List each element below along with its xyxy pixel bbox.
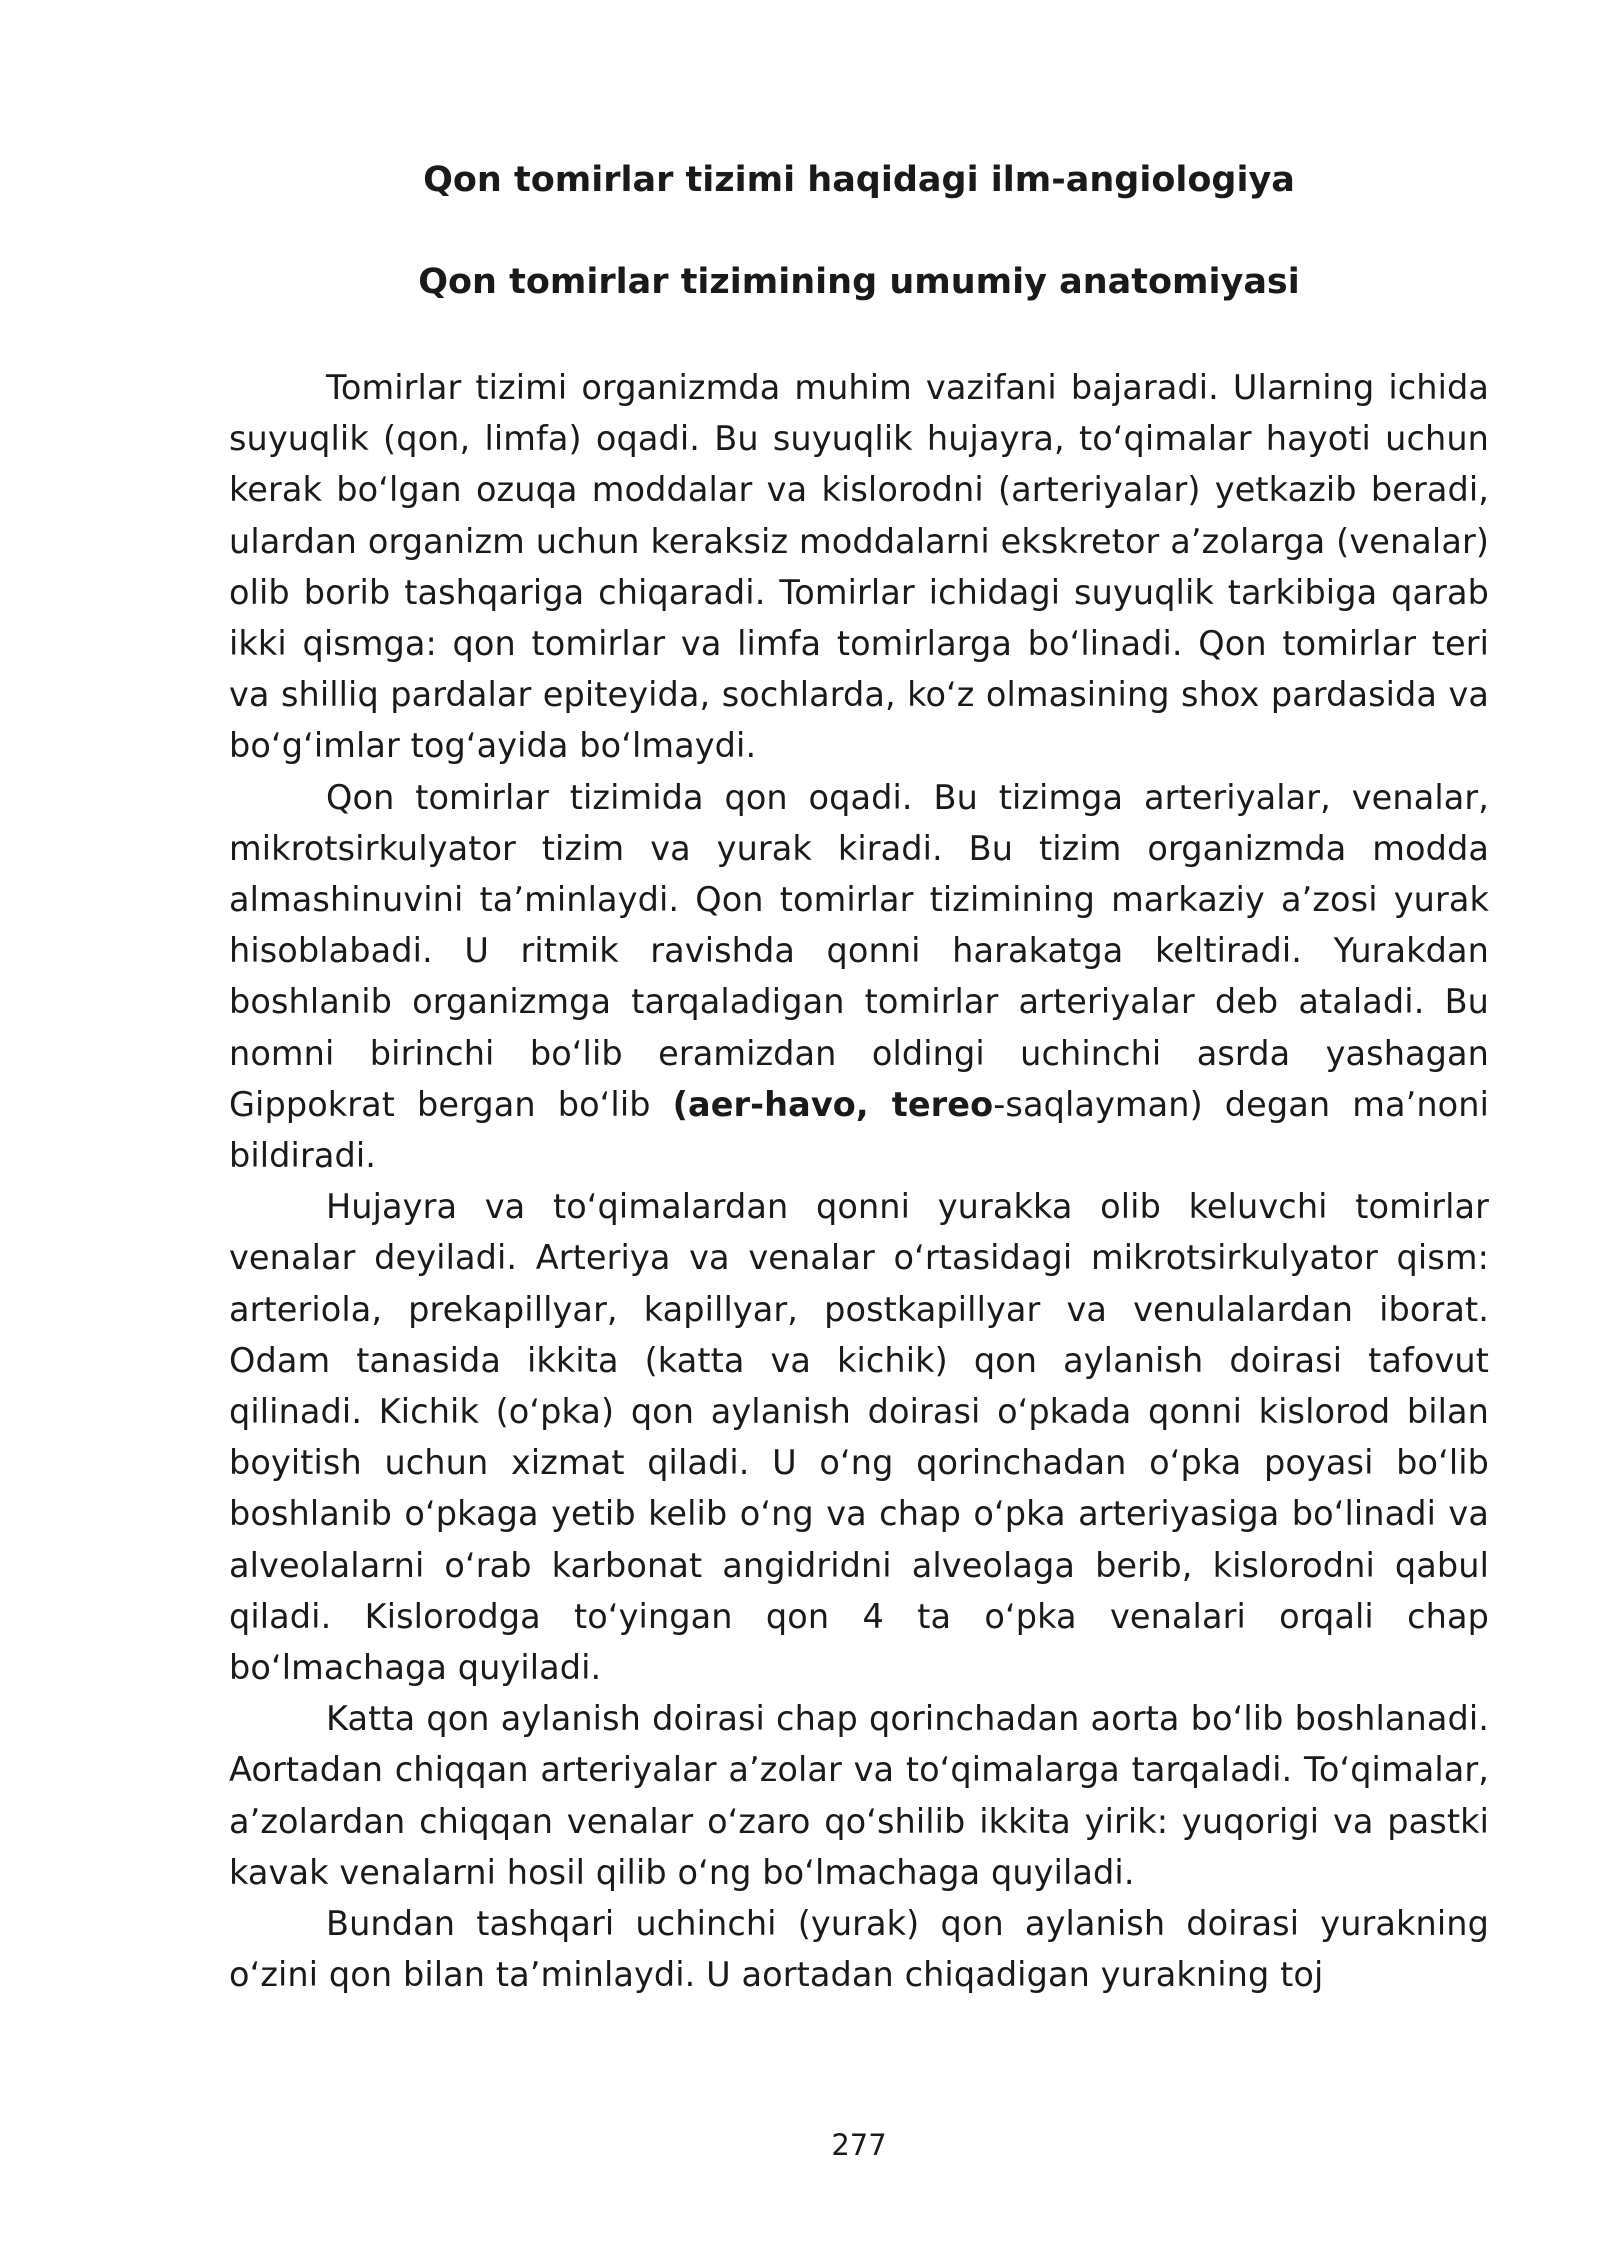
paragraph-2-bold-term: (aer-havo, tereo	[672, 1084, 994, 1124]
paragraph-2-text: Qon tomirlar tizimida qon oqadi. Bu tizimga arteriyalar, venalar, mikrotsirkulyator tizim va yurak kiradi. Bu tizim organizmda modda almashinuvini ta’minlaydi. Qon tomirlar tizimining markaziy a’zosi yurak hisoblabadi. U ritmik ravishda qonni harakatga keltiradi. Yurakdan boshlanib organizmga tarqaladigan tomirlar arteriyalar deb ataladi. Bu nomni birinchi bo‘lib eramizdan oldingi uchinchi asrda yashagan Gippokrat bergan bo‘lib	[229, 777, 1489, 1124]
paragraph-1: Tomirlar tizimi organizmda muhim vazifani bajaradi. Ularning ichida suyuqlik (qon, limfa) oqadi. Bu suyuqlik hujayra, to‘qimalar hayoti uchun kerak bo‘lgan ozuqa moddalar va kislorodni (arteriyalar) yetkazib beradi, ulardan organizm uchun keraksiz moddalarni ekskretor a’zolarga (venalar) olib borib tashqariga chiqaradi. Tomirlar ichidagi suyuqlik tarkibiga qarab ikki qismga: qon tomirlar va limfa tomirlarga bo‘linadi. Qon tomirlar teri va shilliq pardalar epiteyida, sochlarda, ko‘z olmasining shox pardasida va bo‘g‘imlar tog‘ayida bo‘lmaydi.	[229, 368, 1489, 766]
paragraph-4: Katta qon aylanish doirasi chap qorinchadan aorta bo‘lib boshlanadi. Aortadan chiqqan arteriyalar a’zolar va to‘qimalarga tarqaladi. To‘qimalar, a’zolardan chiqqan venalar o‘zaro qo‘shilib ikkita yirik: yuqorigi va pastki kavak venalarni hosil qilib o‘ng bo‘lmachaga quyiladi.	[229, 1699, 1489, 1892]
section-heading: Qon tomirlar tizimining umumiy anatomiyasi	[418, 262, 1300, 302]
document-title: Qon tomirlar tizimi haqidagi ilm-angiologiya	[423, 160, 1295, 200]
body-text	[229, 362, 1489, 2001]
paragraph-2	[229, 772, 1489, 1182]
paragraph-2-text-end: -saqlayman) degan ma’noni bildiradi.	[229, 1084, 1489, 1176]
paragraph-3: Hujayra va to‘qimalardan qonni yurakka olib keluvchi tomirlar venalar deyiladi. Arteriya va venalar o‘rtasidagi mikrotsirkulyator qism: arteriola, prekapillyar, kapillyar, postkapillyar va venulalardan iborat. Odam tanasida ikkita (katta va kichik) qon aylanish doirasi tafovut qilinadi. Kichik (o‘pka) qon aylanish doirasi o‘pkada qonni kislorod bilan boyitish uchun xizmat qiladi. U o‘ng qorinchadan o‘pka poyasi bo‘lib boshlanib o‘pkaga yetib kelib o‘ng va chap o‘pka arteriyasiga bo‘linadi va alveolalarni o‘rab karbonat angidridni alveolaga berib, kislorodni qabul qiladi. Kislorodga to‘yingan qon 4 ta o‘pka venalari orqali chap bo‘lmachaga quyiladi.	[229, 1187, 1489, 1688]
paragraph-5: Bundan tashqari uchinchi (yurak) qon aylanish doirasi yurakning o‘zini qon bilan ta’minlaydi. U aortadan chiqadigan yurakning toj	[229, 1904, 1489, 1995]
page-number: 277	[831, 2128, 887, 2162]
